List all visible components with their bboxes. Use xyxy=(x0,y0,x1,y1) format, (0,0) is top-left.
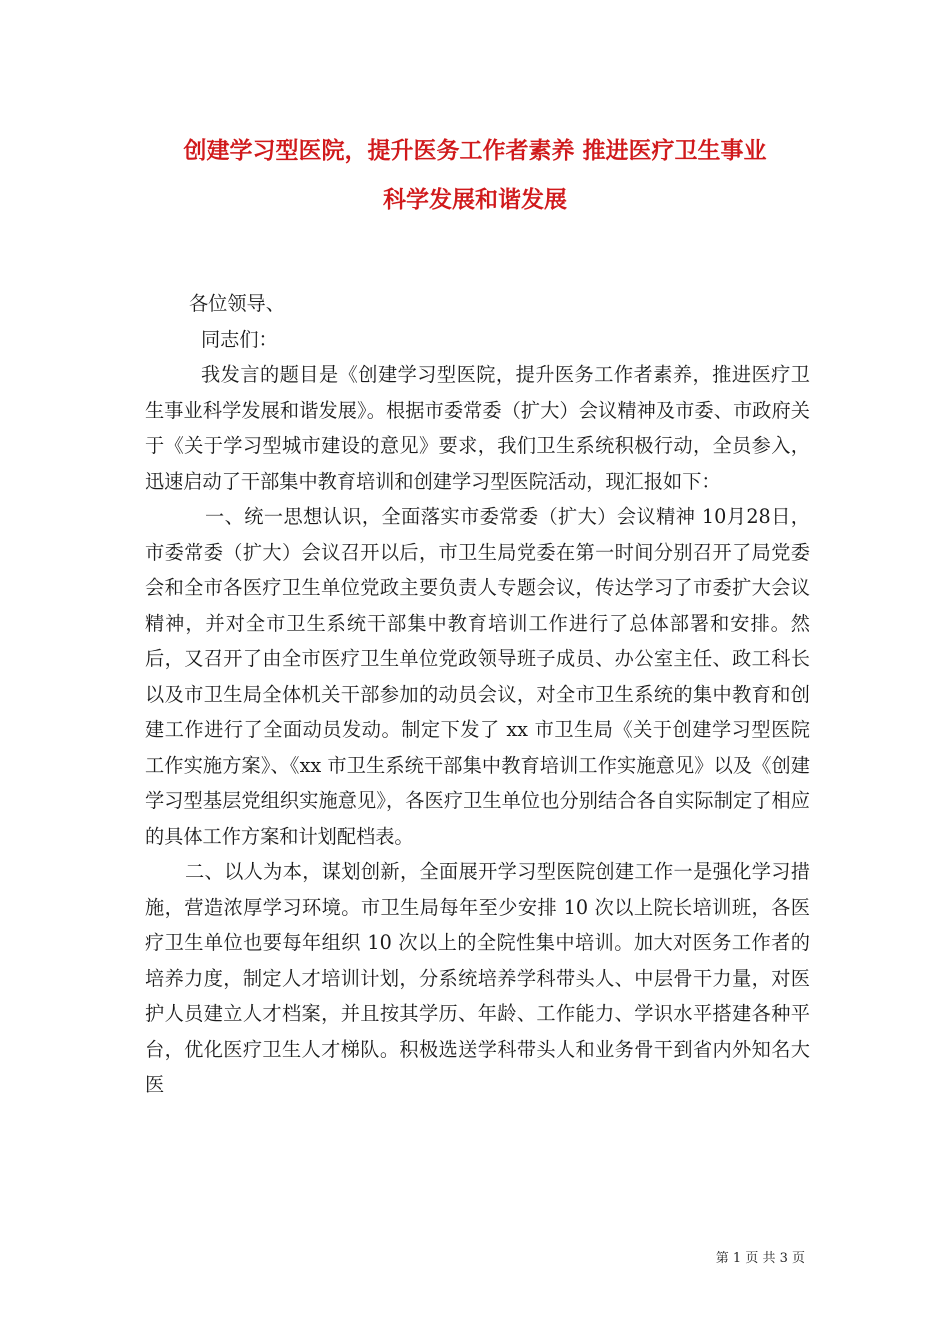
salutation-comrades: 同志们： xyxy=(201,327,278,351)
document-body xyxy=(145,286,810,1103)
paragraph-section-2: 二、以人为本，谋划创新，全面展开学习型医院创建工作一是强化学习措施，营造浓厚学习环境。市卫生局每年至少安排 10 次以上院长培训班，各医疗卫生单位也要每年组织 10 次以上的全院性集中培训。加大对医务工作者的培养力度，制定人才培训计划，分系统培养学科带头人、中层骨干力量，对医护人员建立人才档案，并且按其学历、年龄、工作能力、学识水平搭建各种平台，优化医疗卫生人才梯队。积极选送学科带头人和业务骨干到省内外知名大医 xyxy=(145,860,810,1096)
salutation-leaders: 各位领导、 xyxy=(189,292,285,315)
paragraph-section-1: 一、统一思想认识，全面落实市委常委（扩大）会议精神 10月28日，市委常委（扩大）会议召开以后，市卫生局党委在第一时间分别召开了局党委会和全市各医疗卫生单位党政主要负责人专题会议，传达学习了市委扩大会议精神，并对全市卫生系统干部集中教育培训工作进行了总体部署和安排。然后，又召开了由全市医疗卫生单位党政领导班子成员、办公室主任、政工科长以及市卫生局全体机关干部参加的动员会议，对全市卫生系统的集中教育和创建工作进行了全面动员发动。制定下发了 xx 市卫生局《关于创建学习型医院工作实施方案》、《xx 市卫生系统干部集中教育培训工作实施意见》以及《创建学习型基层党组织实施意见》，各医疗卫生单位也分别结合各自实际制定了相应的具体工作方案和计划配档表。 xyxy=(145,505,810,848)
document-title-line-2: 科学发展和谐发展 xyxy=(383,186,567,213)
page-number: 第 1 页 共 3 页 xyxy=(715,1251,805,1266)
paragraph-intro: 我发言的题目是《创建学习型医院，提升医务工作者素养，推进医疗卫生事业科学发展和谐发展》。根据市委常委（扩大）会议精神及市委、市政府关于《关于学习型城市建设的意见》要求，我们卫生系统积极行动，全员参入，迅速启动了干部集中教育培训和创建学习型医院活动，现汇报如下： xyxy=(145,363,810,493)
document-title-line-1: 创建学习型医院，提升医务工作者素养 推进医疗卫生事业 xyxy=(183,137,767,164)
